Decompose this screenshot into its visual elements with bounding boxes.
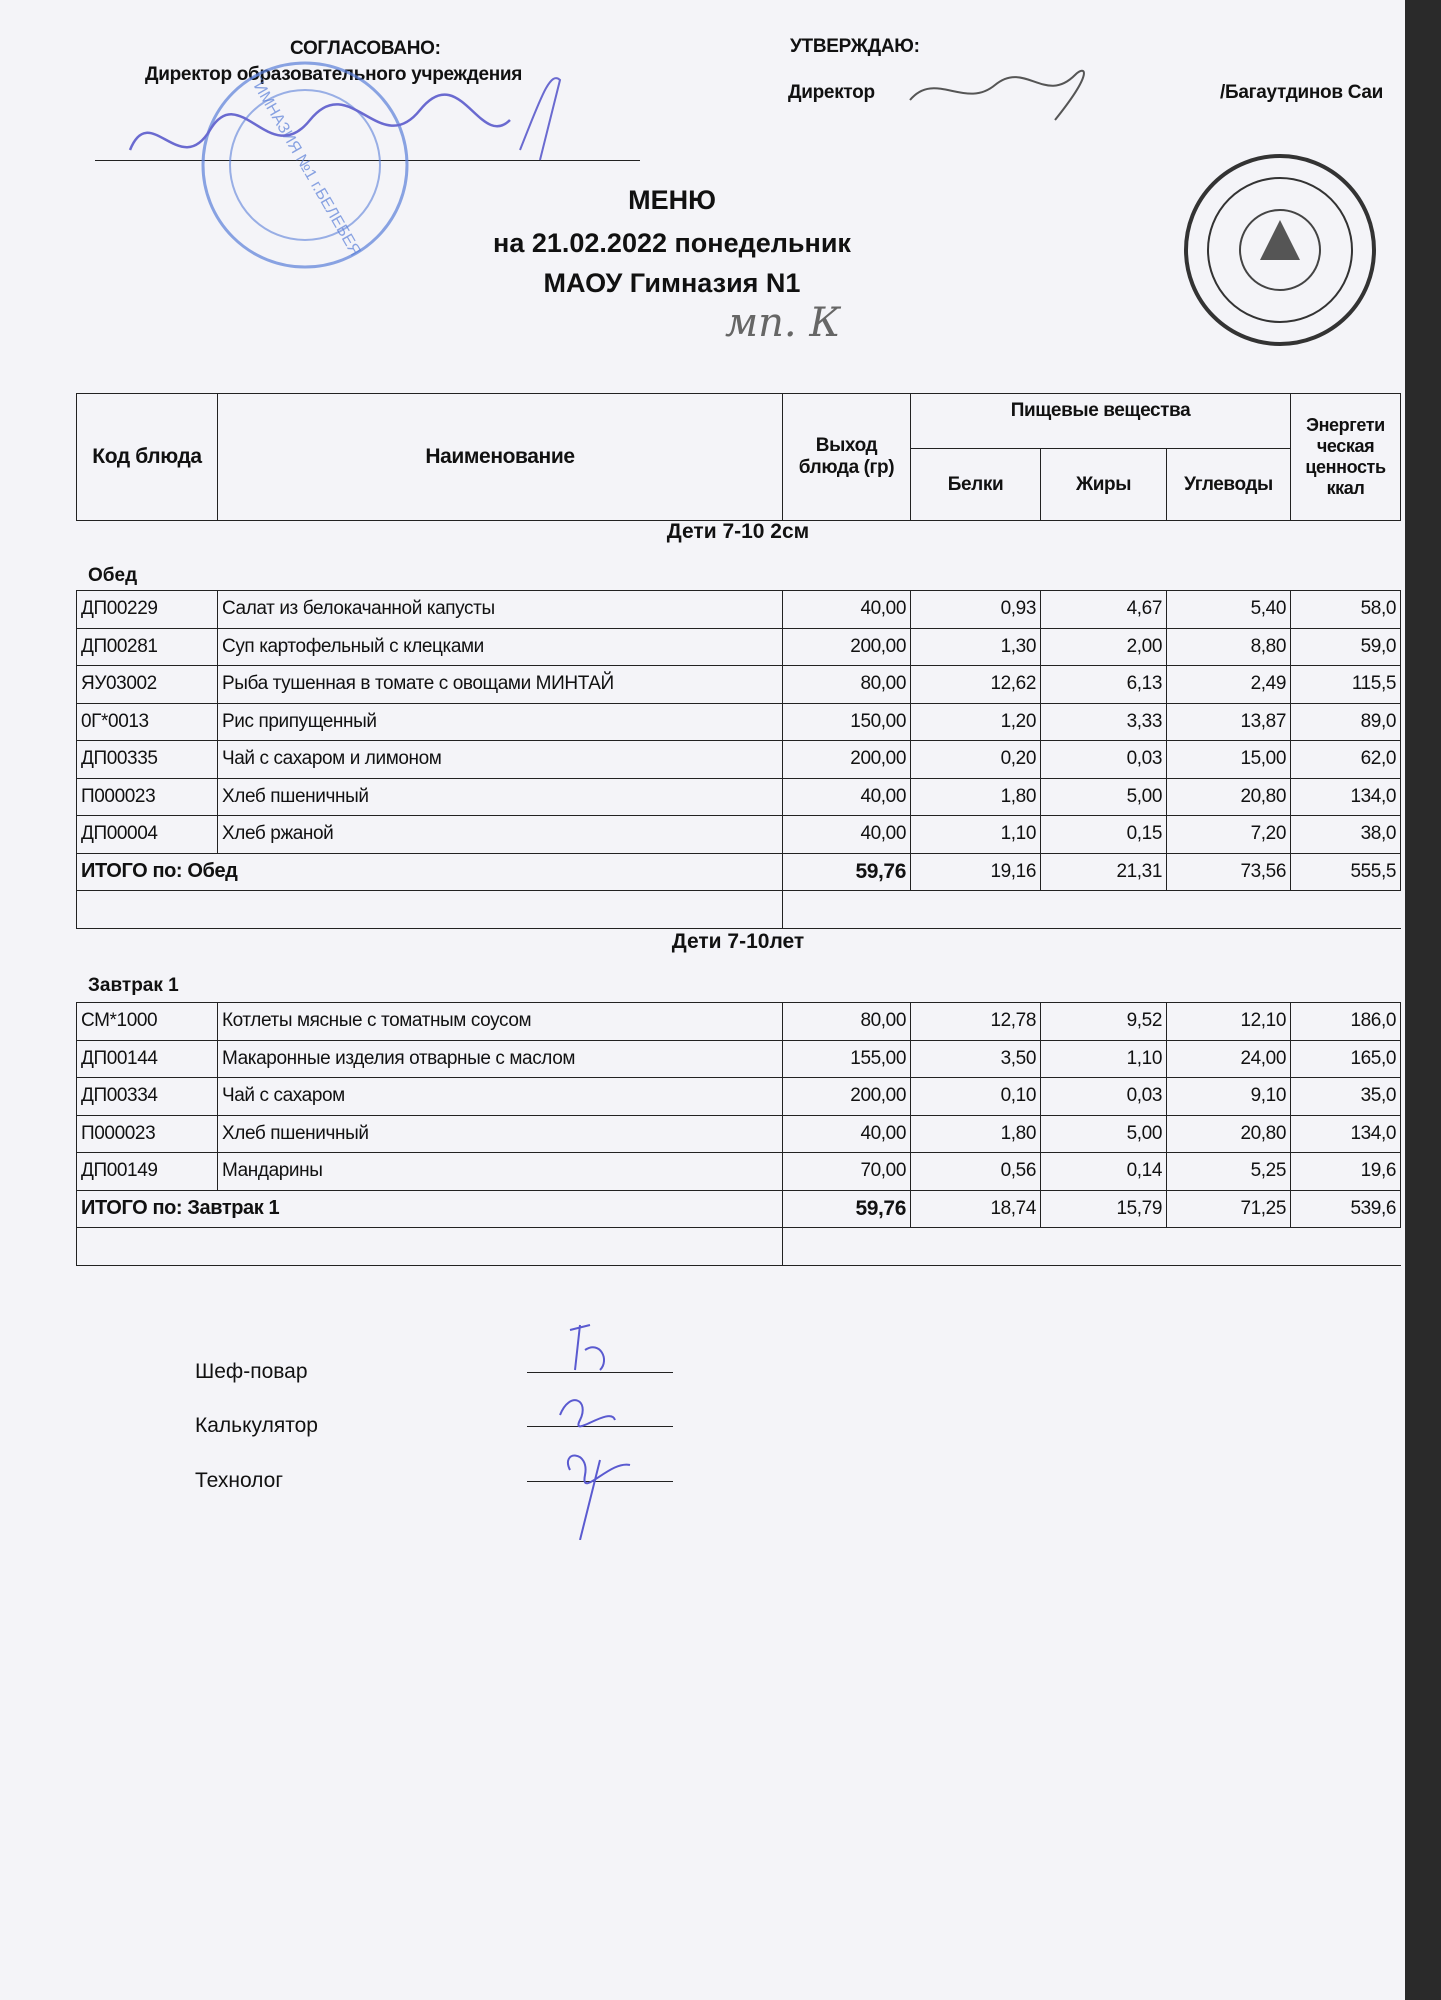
col-nutrients: Пищевые вещества	[911, 394, 1291, 449]
menu-table-header	[76, 393, 1401, 521]
cell: 0,10	[911, 1078, 1041, 1116]
group-heading: Дети 7-10 2см	[666, 520, 810, 543]
col-name: Наименование	[218, 394, 783, 521]
cell: Хлеб ржаной	[218, 816, 783, 854]
meal-heading: Обед	[88, 565, 138, 586]
cell: 0,03	[1041, 1078, 1167, 1116]
cell: ДП00334	[77, 1078, 218, 1116]
table-row	[77, 741, 1401, 779]
empty-cell	[783, 1228, 1401, 1266]
approve-name: /Багаутдинов Саи	[1220, 82, 1384, 103]
cell: 1,10	[1041, 1040, 1167, 1078]
total-cell: 15,79	[1041, 1190, 1167, 1228]
cell: Хлеб пшеничный	[218, 778, 783, 816]
cell: П000023	[77, 778, 218, 816]
table-row	[77, 816, 1401, 854]
col-fat: Жиры	[1041, 449, 1167, 521]
cell: 3,33	[1041, 703, 1167, 741]
table-row	[77, 1153, 1401, 1191]
cell: 20,80	[1167, 1115, 1291, 1153]
cell: 186,0	[1291, 1003, 1401, 1041]
total-cell: 59,76	[783, 1190, 911, 1228]
cell: 8,80	[1167, 628, 1291, 666]
cell: 70,00	[783, 1153, 911, 1191]
cell: ДП00004	[77, 816, 218, 854]
col-carbs: Углеводы	[1167, 449, 1291, 521]
cell: Мандарины	[218, 1153, 783, 1191]
cell: 0,15	[1041, 816, 1167, 854]
total-cell: 73,56	[1167, 853, 1291, 891]
cell: 9,52	[1041, 1003, 1167, 1041]
menu-table-section	[76, 1002, 1401, 1266]
cell: 40,00	[783, 591, 911, 629]
approve-role: Директор	[788, 82, 875, 103]
total-cell: 59,76	[783, 853, 911, 891]
cell: Макаронные изделия отварные с маслом	[218, 1040, 783, 1078]
total-row	[77, 853, 1401, 891]
cell: 165,0	[1291, 1040, 1401, 1078]
cell: 1,20	[911, 703, 1041, 741]
cell: 40,00	[783, 778, 911, 816]
cell: 6,13	[1041, 666, 1167, 704]
cell: 19,6	[1291, 1153, 1401, 1191]
cell: 155,00	[783, 1040, 911, 1078]
handwritten-signatures	[540, 1310, 660, 1540]
cell: Салат из белокачанной капусты	[218, 591, 783, 629]
cell: 200,00	[783, 628, 911, 666]
cell: ДП00229	[77, 591, 218, 629]
cell: 5,40	[1167, 591, 1291, 629]
total-cell: 18,74	[911, 1190, 1041, 1228]
handwritten-note: мп. К	[725, 300, 841, 346]
cell: 2,00	[1041, 628, 1167, 666]
svg-text:ГИМНАЗИЯ №1 г.БЕЛЕБЕЯ: ГИМНАЗИЯ №1 г.БЕЛЕБЕЯ	[245, 71, 364, 259]
cell: 12,62	[911, 666, 1041, 704]
total-cell: 555,5	[1291, 853, 1401, 891]
table-row	[77, 778, 1401, 816]
approve-label: УТВЕРЖДАЮ:	[790, 36, 920, 57]
cell: 38,0	[1291, 816, 1401, 854]
cell: 62,0	[1291, 741, 1401, 779]
agreed-label: СОГЛАСОВАНО:	[290, 38, 441, 59]
cell: 0Г*0013	[77, 703, 218, 741]
cell: 0,03	[1041, 741, 1167, 779]
total-cell: 71,25	[1167, 1190, 1291, 1228]
total-row	[77, 1190, 1401, 1228]
cell: 40,00	[783, 1115, 911, 1153]
cell: 89,0	[1291, 703, 1401, 741]
doc-school: МАОУ Гимназия N1	[543, 268, 801, 298]
cell: 150,00	[783, 703, 911, 741]
table-row	[77, 1003, 1401, 1041]
table-row	[77, 1078, 1401, 1116]
cell: 3,50	[911, 1040, 1041, 1078]
cell: 35,0	[1291, 1078, 1401, 1116]
cell: 115,5	[1291, 666, 1401, 704]
director-signature	[905, 60, 1125, 130]
total-cell: 539,6	[1291, 1190, 1401, 1228]
group-heading: Дети 7-10лет	[671, 930, 805, 953]
table-row	[77, 703, 1401, 741]
total-cell: 21,31	[1041, 853, 1167, 891]
cell: ДП00335	[77, 741, 218, 779]
cell: 80,00	[783, 666, 911, 704]
table-row	[77, 666, 1401, 704]
cell: 200,00	[783, 741, 911, 779]
doc-date: на 21.02.2022 понедельник	[493, 228, 851, 258]
cell: Рыба тушенная в томате с овощами МИНТАЙ	[218, 666, 783, 704]
cell: ДП00144	[77, 1040, 218, 1078]
cell: 200,00	[783, 1078, 911, 1116]
cell: 5,00	[1041, 778, 1167, 816]
signature-calculator: Калькулятор	[195, 1414, 318, 1437]
table-row	[77, 628, 1401, 666]
table-row	[77, 1040, 1401, 1078]
cell: 2,49	[1167, 666, 1291, 704]
empty-cell	[77, 1228, 783, 1266]
cell: 134,0	[1291, 778, 1401, 816]
cell: 20,80	[1167, 778, 1291, 816]
cell: 80,00	[783, 1003, 911, 1041]
cell: 5,25	[1167, 1153, 1291, 1191]
cell: ЯУ03002	[77, 666, 218, 704]
empty-row	[77, 891, 1401, 929]
cell: 12,78	[911, 1003, 1041, 1041]
cell: Чай с сахаром и лимоном	[218, 741, 783, 779]
cell: Рис припущенный	[218, 703, 783, 741]
cell: 134,0	[1291, 1115, 1401, 1153]
cell: 1,80	[911, 1115, 1041, 1153]
cell: 1,30	[911, 628, 1041, 666]
cell: 5,00	[1041, 1115, 1167, 1153]
col-protein: Белки	[911, 449, 1041, 521]
cell: СМ*1000	[77, 1003, 218, 1041]
total-cell: 19,16	[911, 853, 1041, 891]
cell: 12,10	[1167, 1003, 1291, 1041]
scan-edge	[1405, 0, 1441, 2000]
col-yield: Выход блюда (гр)	[783, 394, 911, 521]
cell: 59,0	[1291, 628, 1401, 666]
empty-cell	[77, 891, 783, 929]
col-energy: Энергети ческая ценность ккал	[1291, 394, 1401, 521]
cell: П000023	[77, 1115, 218, 1153]
official-stamp	[1180, 150, 1380, 350]
agreed-role: Директор образовательного учреждения	[145, 64, 523, 85]
cell: 58,0	[1291, 591, 1401, 629]
cell: 40,00	[783, 816, 911, 854]
total-label: ИТОГО по: Обед	[77, 853, 783, 891]
cell: Котлеты мясные с томатным соусом	[218, 1003, 783, 1041]
table-row	[77, 1115, 1401, 1153]
doc-title: МЕНЮ	[628, 185, 716, 215]
cell: 0,56	[911, 1153, 1041, 1191]
cell: 0,20	[911, 741, 1041, 779]
signature-technologist: Технолог	[195, 1469, 284, 1492]
cell: 13,87	[1167, 703, 1291, 741]
total-label: ИТОГО по: Завтрак 1	[77, 1190, 783, 1228]
cell: Суп картофельный с клецками	[218, 628, 783, 666]
empty-cell	[783, 891, 1401, 929]
cell: 0,93	[911, 591, 1041, 629]
cell: 15,00	[1167, 741, 1291, 779]
cell: 9,10	[1167, 1078, 1291, 1116]
menu-table-section	[76, 590, 1401, 929]
cell: Хлеб пшеничный	[218, 1115, 783, 1153]
empty-row	[77, 1228, 1401, 1266]
cell: Чай с сахаром	[218, 1078, 783, 1116]
cell: 24,00	[1167, 1040, 1291, 1078]
cell: 1,80	[911, 778, 1041, 816]
signature-chef: Шеф-повар	[195, 1360, 308, 1383]
meal-heading: Завтрак 1	[88, 975, 179, 996]
cell: 7,20	[1167, 816, 1291, 854]
table-row	[77, 591, 1401, 629]
cell: 1,10	[911, 816, 1041, 854]
col-code: Код блюда	[77, 394, 218, 521]
cell: ДП00281	[77, 628, 218, 666]
cell: 0,14	[1041, 1153, 1167, 1191]
cell: 4,67	[1041, 591, 1167, 629]
cell: ДП00149	[77, 1153, 218, 1191]
